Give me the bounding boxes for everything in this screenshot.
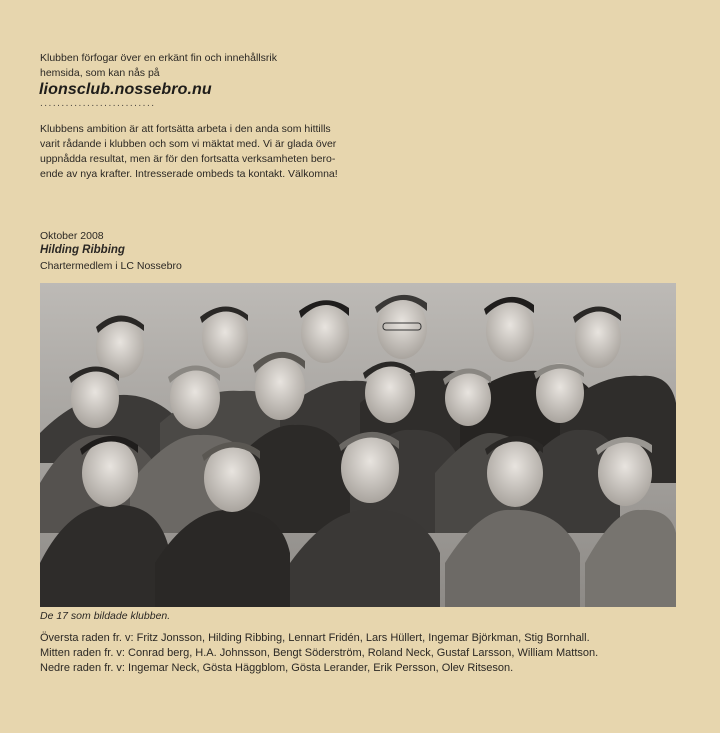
website-link[interactable]: lionsclub.nossebro.nu <box>39 81 212 98</box>
ambition-line-3: uppnådda resultat, men är för den fortsatta verksamheten bero- <box>40 153 336 165</box>
ambition-line-2: varit rådande i klubben och som vi mäktat med. Vi är glada över <box>40 138 337 150</box>
ambition-line-1: Klubbens ambition är att fortsätta arbeta i den anda som hittills <box>40 123 331 135</box>
group-photo-illustration <box>40 283 676 607</box>
names-middle-row: Mitten raden fr. v: Conrad berg, H.A. Johnsson, Bengt Söderström, Roland Neck, Gustaf Larsson, William Mattson. <box>40 647 599 659</box>
signature-name: Hilding Ribbing <box>40 244 125 256</box>
signature-date: Oktober 2008 <box>40 230 104 242</box>
ambition-line-4: ende av nya krafter. Intresserade ombeds ta kontakt. Välkomna! <box>40 168 338 180</box>
names-bottom-row: Nedre raden fr. v: Ingemar Neck, Gösta Häggblom, Gösta Lerander, Erik Persson, Olev Ritseson. <box>40 662 514 674</box>
names-top-row: Översta raden fr. v: Fritz Jonsson, Hilding Ribbing, Lennart Fridén, Lars Hüllert, Ingemar Björkman, Stig Bornhall. <box>40 632 590 644</box>
photo-caption: De 17 som bildade klubben. <box>40 610 171 622</box>
dotted-separator: ........................... <box>40 98 156 109</box>
signature-role: Chartermedlem i LC Nossebro <box>40 260 182 272</box>
intro-line-1: Klubben förfogar över en erkänt fin och innehållsrik <box>40 52 277 64</box>
intro-line-2: hemsida, som kan nås på <box>40 67 160 79</box>
group-photo <box>40 283 676 607</box>
